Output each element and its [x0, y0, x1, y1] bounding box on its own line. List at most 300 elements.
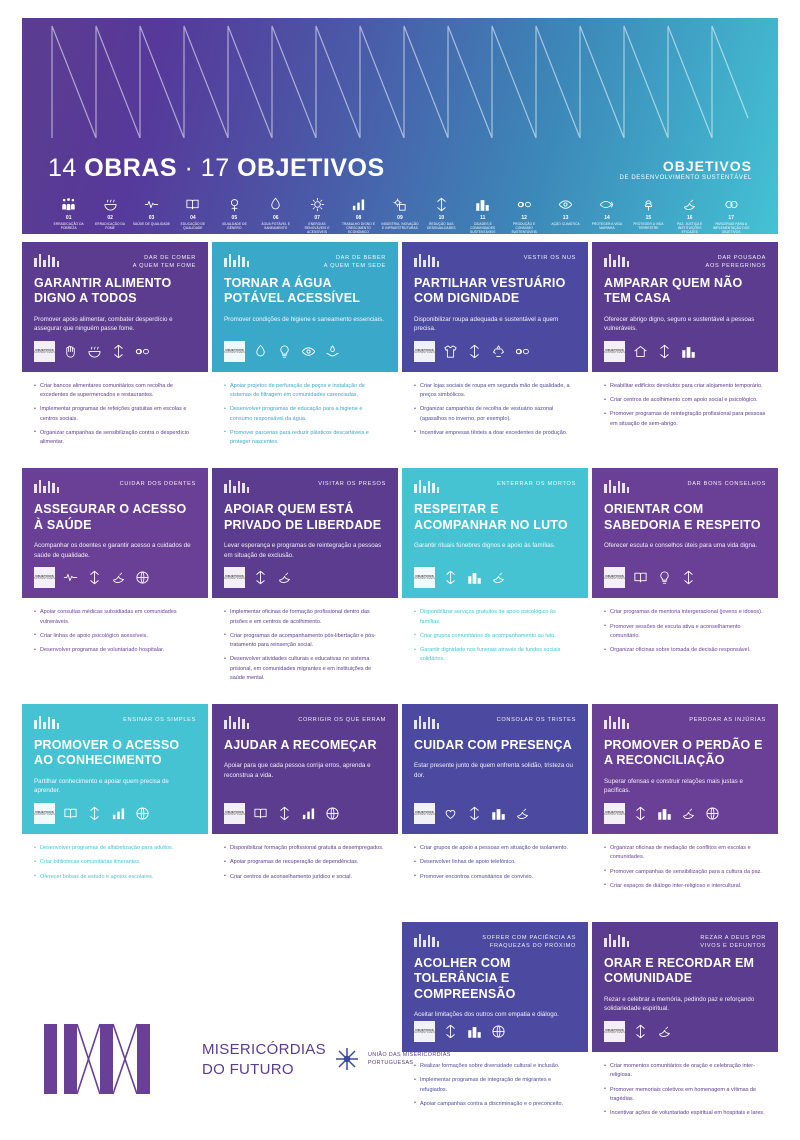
card-header [402, 242, 588, 372]
sdg-badge-line1: OBJETIVOS [415, 809, 434, 814]
sdg-goal-03 [131, 194, 172, 234]
partner-logo [334, 1046, 451, 1072]
card-title: ASSEGURAR O ACESSO À SAÚDE [34, 502, 187, 532]
card-icon-row [34, 567, 151, 588]
poster-footer [22, 1016, 778, 1102]
card-description: Oferecer abrigo digno, seguro e sustentável a pessoas vulneráveis. [604, 315, 755, 333]
card-icon-row [604, 803, 721, 824]
card-actions [22, 372, 208, 464]
sdg-goal-number: 17 [728, 215, 734, 221]
list-item: • Reabilitar edifícios devolutos para criar alojamento temporário. [604, 382, 766, 391]
card-title: GARANTIR ALIMENTO DIGNO A TODOS [34, 276, 172, 306]
sdg-goal-04 [172, 194, 213, 234]
list-item: • Criar centros de aconselhamento jurídico e social. [224, 873, 386, 882]
work-card[interactable] [22, 704, 208, 918]
sdg-badge [34, 341, 55, 362]
sdg-badge [224, 803, 245, 824]
card-actions [592, 834, 778, 918]
cross-star-icon [334, 1046, 360, 1072]
sdg-badge-line1: OBJETIVOS [225, 574, 244, 579]
sdg-goal-number: 16 [687, 215, 693, 221]
sdg-goal-09 [379, 194, 420, 234]
sdg-badge [414, 803, 435, 824]
title-word-2: OBJETIVOS [237, 154, 385, 182]
sdg-badge [224, 341, 245, 362]
card-icon-row [224, 567, 293, 588]
heart-hands-icon [442, 805, 459, 822]
work-card[interactable] [22, 242, 208, 464]
work-card[interactable] [592, 704, 778, 918]
sdg-badge-line1: OBJETIVOS [35, 809, 54, 814]
card-kicker: VESTIR OS NUS [523, 255, 576, 261]
sdg-badge [604, 341, 625, 362]
globe-icon [324, 805, 341, 822]
sdg-goal-number: 02 [107, 215, 113, 221]
list-item: • Disponibilizar formação profissional gratuita a desempregados. [224, 844, 386, 853]
poster-header [22, 18, 778, 234]
sdg-goal-number: 04 [190, 215, 196, 221]
list-item: • Promover campanhas de sensibilização para a cultura da paz. [604, 868, 766, 877]
sdg-goal-label: SAÚDE DE QUALIDADE [132, 222, 171, 226]
card-kicker: PERDOAR AS INJÚRIAS [689, 717, 766, 724]
sdg-goal-label: ENERGIAS RENOVÁVEIS E ACESSÍVEIS [304, 222, 330, 234]
sdg-badge-line2: SUSTENTÁVEIS [604, 577, 625, 581]
card-actions [592, 598, 778, 682]
card-kicker: ENSINAR OS SIMPLES [123, 717, 196, 724]
work-card[interactable] [402, 704, 588, 918]
dove-gavel-icon [680, 805, 697, 822]
dove-gavel-icon [669, 194, 710, 214]
partner-line2: PORTUGUESAS [368, 1060, 414, 1066]
card-icon-row [34, 341, 151, 362]
sdg-badge-line2: SUSTENTÁVEIS [414, 1030, 435, 1034]
list-item: • Apoiar campanhas contra a discriminação e o preconceito. [414, 1100, 576, 1109]
card-kicker: CUIDAR DOS DOENTES [119, 481, 196, 488]
works-row [22, 468, 778, 700]
card-header [592, 242, 778, 372]
water-drop-icon [252, 343, 269, 360]
sdg-goal-label: TRABALHO DIGNO E CRESCIMENTO ECONÓMICO [341, 222, 376, 234]
sdg-goal-label: ERRADICAÇÃO DA FOME [95, 222, 126, 230]
list-item: • Desenvolver programas de educação para a higiene e consumo responsável da água. [224, 405, 386, 423]
sdg-goal-strip [48, 194, 752, 234]
city-icon [462, 194, 503, 214]
sdg-badge-line2: SUSTENTÁVEIS [224, 812, 245, 816]
sdg-goal-label: EDUCAÇÃO DE QUALIDADE [180, 222, 206, 230]
equal-arrows-icon [110, 343, 127, 360]
sdg-badge [34, 567, 55, 588]
card-title: ORAR E RECORDAR EM COMUNIDADE [604, 956, 755, 986]
card-title: CUIDAR COM PRESENÇA [414, 738, 572, 753]
partnership-rings-icon [711, 194, 752, 214]
card-header [212, 242, 398, 372]
infinity-icon [514, 343, 531, 360]
card-kicker: SOFRER COM PACIÊNCIA AS FRAQUEZAS DO PRÓXIMO [482, 935, 576, 950]
sdg-goal-11 [462, 194, 503, 234]
card-header [22, 468, 208, 598]
list-item: • Organizar oficinas de mediação de conflitos em escolas e comunidades. [604, 844, 766, 862]
brand-name [202, 1040, 326, 1079]
sdg-goal-number: 08 [355, 215, 362, 221]
gear-cube-icon [379, 194, 420, 214]
list-item: • Organizar campanhas de sensibilização contra o desperdício alimentar. [34, 429, 196, 447]
card-description: Disponibilizar roupa adequada e sustentável a quem precisa. [414, 315, 559, 333]
works-grid [22, 242, 778, 1140]
list-item: • Apoiar programas de recuperação de dependências. [224, 858, 386, 867]
dove-gavel-icon [276, 569, 293, 586]
equal-arrows-icon [466, 343, 483, 360]
sdg-badge [604, 567, 625, 588]
card-actions [592, 372, 778, 456]
equal-arrows-icon [252, 569, 269, 586]
sdg-goal-label: PROTEGER A VIDA TERRESTRE [633, 222, 664, 230]
shirt-icon [442, 343, 459, 360]
work-card[interactable] [592, 242, 778, 464]
card-title: AJUDAR A RECOMEÇAR [224, 738, 377, 753]
card-kicker: DAR POUSADA AOS PEREGRINOS [705, 255, 766, 270]
sdg-goal-06 [255, 194, 296, 234]
card-description: Promover condições de higiene e saneamento essenciais. [224, 315, 384, 323]
dove-gavel-icon [514, 805, 531, 822]
sdg-goal-number: 11 [480, 215, 486, 221]
list-item: • Desenvolver linhas de apoio telefónico. [414, 858, 576, 867]
growth-chart-icon [338, 194, 379, 214]
sdg-goal-label: PAZ, JUSTIÇA E INSTITUIÇÕES EFICAZES [677, 222, 703, 234]
hands-water-icon [324, 343, 341, 360]
book-icon [252, 805, 269, 822]
sdg-badge-line1: OBJETIVOS [605, 1027, 624, 1032]
list-item: • Desenvolver atividades culturais e educativas no sistema prisional, em comunidades migrantes e em instituições de saúde mental. [224, 655, 386, 683]
works-row [22, 242, 778, 464]
card-kicker: REZAR A DEUS POR VIVOS E DEFUNTOS [700, 935, 766, 950]
card-icon-row [414, 803, 531, 824]
city-icon [680, 343, 697, 360]
equal-arrows-icon [656, 343, 673, 360]
card-icon-row [224, 803, 341, 824]
card-icon-row [604, 567, 697, 588]
sdg-goal-12 [503, 194, 544, 234]
partner-name [368, 1051, 451, 1068]
people-icon [48, 194, 89, 214]
sdg-goal-number: 12 [521, 215, 527, 221]
equal-arrows-icon [442, 569, 459, 586]
list-item: • Promover encontros comunitários de convívio. [414, 873, 576, 882]
sdg-badge-line1: OBJETIVOS [605, 574, 624, 579]
misericordias-mark-icon [42, 1018, 182, 1098]
list-item: • Apoiar projetos de perfuração de poços e instalação de sistemas de filtragem em comunidades carenciadas. [224, 382, 386, 400]
sdg-badge-line2: SUSTENTÁVEIS [34, 577, 55, 581]
list-item: • Incentivar empresas têxteis a doar excedentes de produção. [414, 429, 576, 438]
equal-arrows-icon [421, 194, 462, 214]
card-kicker: ENTERRAR OS MORTOS [497, 481, 576, 488]
list-item: • Promover programas de reintegração profissional para pessoas em situação de sem-abrigo. [604, 410, 766, 428]
sdg-badge-line2: SUSTENTÁVEIS [414, 812, 435, 816]
card-description: Aceitar limitações dos outros com empatia e diálogo. [414, 1010, 559, 1018]
work-card[interactable] [212, 468, 398, 700]
growth-chart-icon [110, 805, 127, 822]
card-kicker: CONSOLAR OS TRISTES [496, 717, 576, 724]
gender-icon [214, 194, 255, 214]
sdg-badge-line2: SUSTENTÁVEIS [224, 350, 245, 354]
work-card[interactable] [212, 242, 398, 464]
card-icon-row [604, 341, 697, 362]
sdg-goal-number: 10 [438, 215, 445, 221]
sdg-goal-label: PRODUÇÃO E CONSUMO SUSTENTÁVEIS [511, 222, 537, 234]
tree-bird-icon [628, 194, 669, 214]
sdg-badge-line1: OBJETIVOS [35, 347, 54, 352]
equal-arrows-icon [466, 805, 483, 822]
recycle-icon [490, 343, 507, 360]
globe-icon [134, 805, 151, 822]
list-item: • Criar programas de acompanhamento pós-libertação e pós-tratamento para reinserção social. [224, 632, 386, 650]
sdg-goal-number: 01 [65, 215, 72, 221]
sdg-goal-05 [214, 194, 255, 234]
sdg-badge [604, 803, 625, 824]
sdg-goal-label: ERRADICAÇÃO DA POBREZA [53, 222, 84, 230]
card-header [592, 468, 778, 598]
card-header [592, 704, 778, 834]
list-item: • Criar centros de acolhimento com apoio social e psicológico. [604, 396, 766, 405]
sdg-goal-label: ÁGUA POTÁVEL E SANEAMENTO [261, 222, 291, 230]
card-actions [402, 598, 588, 682]
list-item: • Organizar oficinas sobre tomada de decisão responsável. [604, 646, 766, 655]
list-item: • Incentivar ações de voluntariado espiritual em hospitais e lares. [604, 1109, 766, 1118]
card-title: RESPEITAR E ACOMPANHAR NO LUTO [414, 502, 568, 532]
list-item: • Criar bancos alimentares comunitários com recolha de excedentes de supermercados e restaurantes. [34, 382, 196, 400]
sdg-badge [414, 341, 435, 362]
card-kicker: DAR DE COMER A QUEM TEM FOME [132, 255, 196, 270]
card-header [402, 468, 588, 598]
sdg-goal-number: 14 [604, 215, 610, 221]
card-title: AMPARAR QUEM NÃO TEM CASA [604, 276, 743, 306]
infinity-icon [503, 194, 544, 214]
city-icon [490, 805, 507, 822]
page-title [48, 154, 385, 183]
dove-gavel-icon [110, 569, 127, 586]
sdg-badge-line1: OBJETIVOS [605, 809, 624, 814]
sdg-badge-line1: OBJETIVOS [225, 809, 244, 814]
sdg-badge-line2: SUSTENTÁVEIS [414, 577, 435, 581]
list-item: • Desenvolver programas de voluntariado hospitalar. [34, 646, 196, 655]
card-actions [22, 834, 208, 918]
sdg-goal-number: 09 [397, 215, 403, 221]
sdg-badge-line2: SUSTENTÁVEIS [604, 1030, 625, 1034]
sdg-goal-13 [545, 194, 586, 234]
list-item: • Promover memoriais coletivos em homenagem a vítimas de tragédias. [604, 1086, 766, 1104]
sdg-goal-label: INDÚSTRIA, INOVAÇÃO E INFRAESTRUTURAS [381, 222, 419, 230]
globe-icon [704, 805, 721, 822]
title-word-1: OBRAS [84, 154, 178, 182]
card-description: Oferecer escuta e conselhos úteis para uma vida digna. [604, 541, 758, 549]
equal-arrows-icon [276, 805, 293, 822]
fish-icon [586, 194, 627, 214]
sdg-badge-line1: OBJETIVOS [415, 1027, 434, 1032]
card-title: PARTILHAR VESTUÁRIO COM DIGNIDADE [414, 276, 566, 306]
sdg-goal-02 [89, 194, 130, 234]
card-description: Garantir rituais fúnebres dignos e apoio às famílias. [414, 541, 556, 549]
equal-arrows-icon [680, 569, 697, 586]
list-item: • Criar lojas sociais de roupa em segunda mão de qualidade, a preços simbólicos. [414, 382, 576, 400]
card-actions [212, 598, 398, 700]
list-item: • Implementar programas de integração de migrantes e refugiados. [414, 1076, 576, 1094]
list-item: • Criar grupos de apoio a pessoas em situação de isolamento. [414, 844, 576, 853]
sdg-goal-number: 07 [314, 215, 320, 221]
sdg-goal-label: PARCERIAS PARA A IMPLEMENTAÇÃO DOS OBJETIVOS [712, 222, 750, 234]
bowl-icon [89, 194, 130, 214]
card-description: Apoiar para que cada pessoa corrija erros, aprenda e reconstrua a vida. [224, 762, 371, 780]
city-icon [656, 805, 673, 822]
sdg-badge-line1: OBJETIVOS [415, 347, 434, 352]
hands-icon [62, 343, 79, 360]
sdg-goal-08 [338, 194, 379, 234]
card-title: ORIENTAR COM SABEDORIA E RESPEITO [604, 502, 761, 532]
sdg-badge-line1: OBJETIVOS [35, 574, 54, 579]
house-icon [632, 343, 649, 360]
sdg-goal-label: CIDADES E COMUNIDADES SUSTENTÁVEIS [470, 222, 496, 234]
sdg-goal-14 [586, 194, 627, 234]
list-item: • Criar programas de mentoria intergeracional (jovens e idosos). [604, 608, 766, 617]
sdg-goal-15 [628, 194, 669, 234]
book-icon [172, 194, 213, 214]
sdg-goal-01 [48, 194, 89, 234]
sdg-logo-line2: DE DESENVOLVIMENTO SUSTENTÁVEL [619, 175, 752, 181]
brand-line1: MISERICÓRDIAS [202, 1041, 326, 1058]
list-item: • Organizar campanhas de recolha de vestuário sazonal (agasalhos no inverno, por exemplo). [414, 405, 576, 423]
title-separator: · [184, 154, 194, 182]
sdg-goal-07 [296, 194, 337, 234]
sdg-goal-number: 03 [148, 215, 155, 221]
water-drop-icon [255, 194, 296, 214]
list-item: • Apoiar consultas médicas subsidiadas em comunidades vulneráveis. [34, 608, 196, 626]
sdg-badge [224, 567, 245, 588]
card-title: ACOLHER COM TOLERÂNCIA E COMPREENSÃO [414, 956, 516, 1001]
work-card[interactable] [212, 704, 398, 918]
card-actions [212, 834, 398, 918]
sdg-badge-line2: SUSTENTÁVEIS [224, 577, 245, 581]
book-icon [62, 805, 79, 822]
sdg-badge-line1: OBJETIVOS [225, 347, 244, 352]
card-kicker: DAR BONS CONSELHOS [687, 481, 766, 488]
equal-arrows-icon [86, 805, 103, 822]
sdg-badge-line2: SUSTENTÁVEIS [604, 812, 625, 816]
card-actions [22, 598, 208, 682]
bowl-icon [86, 343, 103, 360]
card-header [22, 704, 208, 834]
sdg-badge-line2: SUSTENTÁVEIS [414, 350, 435, 354]
list-item: • Implementar programas de refeições gratuitas em escolas e centros sociais. [34, 405, 196, 423]
sdg-badge-line2: SUSTENTÁVEIS [34, 812, 55, 816]
card-actions [212, 372, 398, 464]
sdg-goal-label: AÇÃO CLIMÁTICA [551, 222, 580, 226]
equal-arrows-icon [632, 805, 649, 822]
card-kicker: CORRIGIR OS QUE ERRAM [298, 717, 386, 724]
title-number-2: 17 [200, 154, 230, 182]
card-title: APOIAR QUEM ESTÁ PRIVADO DE LIBERDADE [224, 502, 382, 532]
globe-icon [134, 569, 151, 586]
card-description: Promover apoio alimentar, combater desperdício e assegurar que ninguém passe fome. [34, 315, 173, 333]
sdg-logo-line1: OBJETIVOS [662, 158, 752, 174]
card-icon-row [414, 341, 531, 362]
card-header [402, 704, 588, 834]
list-item: • Criar bibliotecas comunitárias itinerantes. [34, 858, 196, 867]
card-icon-row [224, 341, 341, 362]
card-kicker: VISITAR OS PRESOS [318, 481, 386, 488]
card-title: TORNAR A ÁGUA POTÁVEL ACESSÍVEL [224, 276, 361, 306]
card-description: Partilhar conhecimento e apoiar quem precisa de aprender. [34, 777, 169, 795]
list-item: • Promover sessões de escuta ativa e aconselhamento comunitário. [604, 623, 766, 641]
sdg-goal-17 [711, 194, 752, 234]
card-title: PROMOVER O PERDÃO E A RECONCILIAÇÃO [604, 738, 763, 768]
sdg-goal-number: 05 [231, 215, 238, 221]
sdg-goal-label: REDUÇÃO DAS DESIGUALDADES [427, 222, 456, 230]
card-header [212, 704, 398, 834]
card-description: Estar presente junto de quem enfrenta solidão, tristeza ou dor. [414, 762, 573, 780]
lightbulb-icon [276, 343, 293, 360]
sdg-badge [34, 803, 55, 824]
card-icon-row [34, 803, 151, 824]
heartbeat-icon [62, 569, 79, 586]
list-item: • Criar espaços de diálogo inter-religioso e intercultural. [604, 882, 766, 891]
sdg-badge-line1: OBJETIVOS [605, 347, 624, 352]
list-item: • Criar linhas de apoio psicológico acessíveis. [34, 632, 196, 641]
card-kicker: DAR DE BEBER A QUEM TEM SEDE [323, 255, 386, 270]
sdg-goal-number: 15 [645, 215, 652, 221]
card-description: Rezar e celebrar a memória, pedindo paz e reforçando solidariedade espiritual. [604, 995, 755, 1013]
sdg-logo [620, 158, 752, 181]
card-description: Acompanhar os doentes e garantir acesso a cuidados de saúde de qualidade. [34, 541, 191, 559]
sdg-goal-number: 06 [272, 215, 279, 221]
card-icon-row [414, 567, 507, 588]
work-card[interactable] [402, 468, 588, 700]
infinity-icon [134, 343, 151, 360]
sun-icon [296, 194, 337, 214]
brand-line2: DO FUTURO [202, 1060, 294, 1078]
sdg-goal-16 [669, 194, 710, 234]
work-card[interactable] [402, 242, 588, 464]
card-description: Superar ofensas e construir relações mais justas e pacíficas. [604, 777, 743, 795]
card-title: PROMOVER O ACESSO AO CONHECIMENTO [34, 738, 180, 768]
list-item: • Oferecer bolsas de estudo e apoios escolares. [34, 873, 196, 882]
list-item: • Disponibilizar serviços gratuitos de apoio psicológico às famílias. [414, 608, 576, 626]
card-header [212, 468, 398, 598]
work-card[interactable] [592, 468, 778, 700]
lightbulb-icon [656, 569, 673, 586]
heartbeat-icon [131, 194, 172, 214]
eye-earth-icon [300, 343, 317, 360]
card-header [22, 242, 208, 372]
list-item: • Criar momentos comunitários de oração e celebração inter-religiosa. [604, 1062, 766, 1080]
list-item: • Implementar oficinas de formação profissional dentro das prisões e em centros de acolhimento. [224, 608, 386, 626]
dove-gavel-icon [490, 569, 507, 586]
work-card[interactable] [22, 468, 208, 700]
zigzag-decoration [22, 18, 778, 138]
list-item: • Criar grupos comunitários de acompanhamento ao luto. [414, 632, 576, 641]
list-item: • Desenvolver programas de alfabetização para adultos. [34, 844, 196, 853]
sdg-badge [414, 567, 435, 588]
sdg-goal-10 [421, 194, 462, 234]
partner-line1: UNIÃO DAS MISERICÓRDIAS [368, 1051, 451, 1058]
list-item: • Promover parcerias para reduzir plásticos descartáveis e proteger nascentes. [224, 429, 386, 447]
sdg-badge-line2: SUSTENTÁVEIS [34, 350, 55, 354]
card-description: Levar esperança e programas de reintegração a pessoas em situação de exclusão. [224, 541, 382, 559]
card-actions [402, 834, 588, 918]
equal-arrows-icon [86, 569, 103, 586]
sdg-badge-line1: OBJETIVOS [415, 574, 434, 579]
list-item: • Realizar formações sobre diversidade cultural e inclusão. [414, 1062, 576, 1071]
sdg-goal-number: 13 [562, 215, 569, 221]
title-number-1: 14 [48, 154, 77, 182]
works-row [22, 704, 778, 918]
